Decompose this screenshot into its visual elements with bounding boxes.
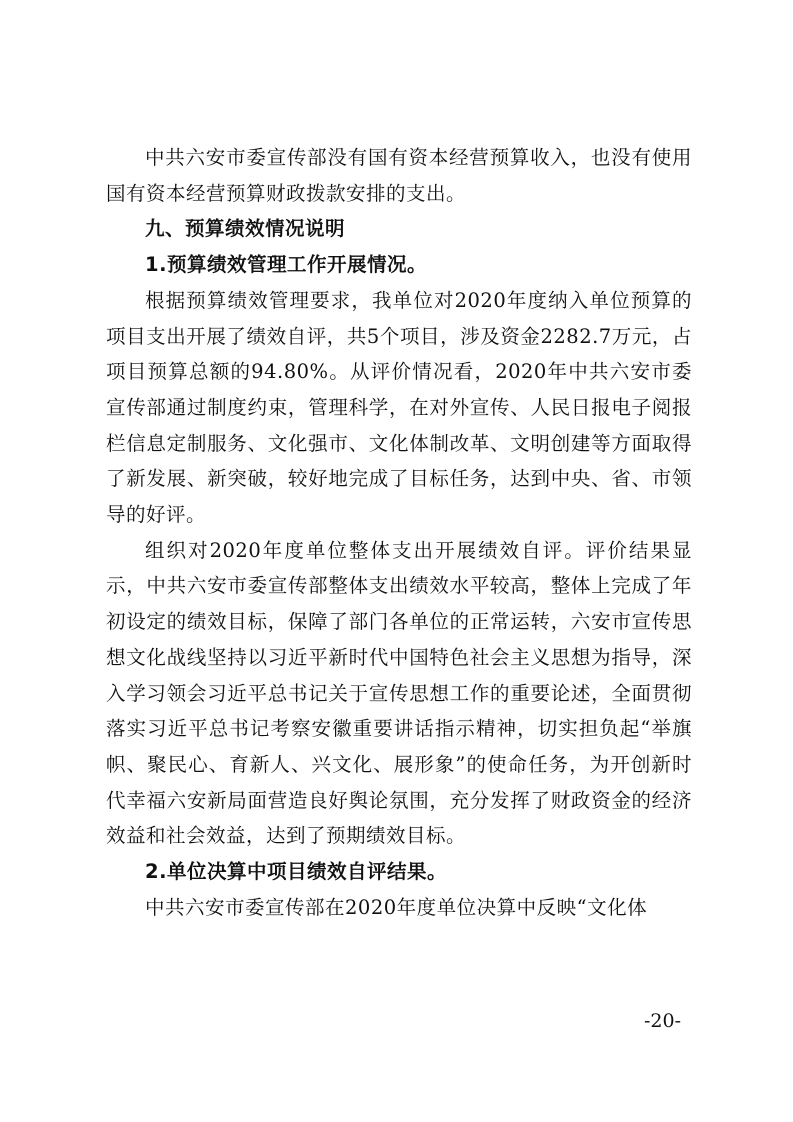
paragraph-project-evaluation: 根据预算绩效管理要求，我单位对2020年度纳入单位预算的项目支出开展了绩效自评，共5个项目，涉及资金2282.7万元，占项目预算总额的94.80%。从评价情况看，2020年中共六安市委宣传部通过制度约束，管理科学，在对外宣传、人民日报电子阅报栏信息定制服务、文化强市、文化体制改革、文明创建等方面取得了新发展、新突破，较好地完成了目标任务，达到中央、省、市领导的好评。 bbox=[106, 288, 692, 527]
paragraph-final-accounts: 中共六安市委宣传部在2020年度单位决算中反映“文化体 bbox=[145, 895, 648, 919]
document-body bbox=[106, 140, 692, 925]
paragraph-overall-evaluation: 组织对2020年度单位整体支出开展绩效自评。评价结果显示，中共六安市委宣传部整体支出绩效水平较高，整体上完成了年初设定的绩效目标，保障了部门各单位的正常运转，六安市宣传思想文化战线坚持以习近平新时代中国特色社会主义思想为指导，深入学习领会习近平总书记关于宣传思想工作的重要论述，全面贯彻落实习近平总书记考察安徽重要讲话指示精神，切实担负起“举旗帜、聚民心、育新人、兴文化、展形象”的使命任务，为开创新时代幸福六安新局面营造良好舆论氛围，充分发挥了财政资金的经济效益和社会效益，达到了预期绩效目标。 bbox=[106, 538, 692, 848]
subheading-performance-management: 1.预算绩效管理工作开展情况。 bbox=[145, 253, 427, 277]
paragraph-state-capital: 中共六安市委宣传部没有国有资本经营预算收入，也没有使用国有资本经营预算财政拨款安排的支出。 bbox=[106, 146, 692, 205]
heading-section-nine: 九、预算绩效情况说明 bbox=[145, 217, 346, 241]
page-number: -20- bbox=[643, 1010, 681, 1032]
subheading-project-results: 2.单位决算中项目绩效自评结果。 bbox=[145, 860, 447, 884]
